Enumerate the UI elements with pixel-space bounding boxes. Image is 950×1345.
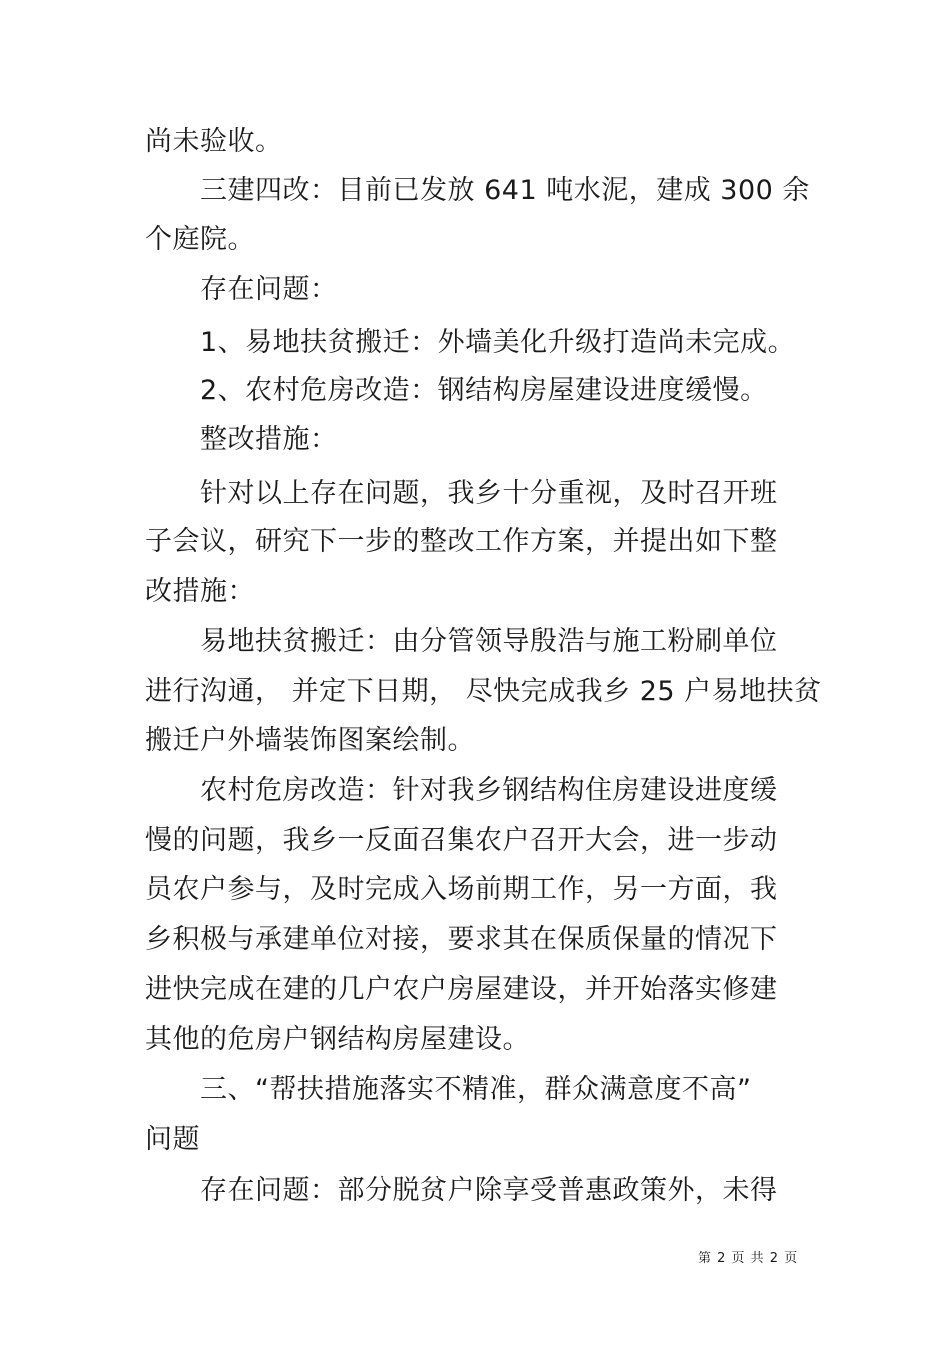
text-line-9: 子会议，研究下一步的整改工作方案，并提出如下整 (145, 526, 778, 557)
text-line-4: 存在问题： (200, 274, 338, 305)
page-number-footer: 第 2 页 共 2 页 (698, 1251, 799, 1266)
text-line-5: 1、易地扶贫搬迁：外墙美化升级打造尚未完成。 (200, 327, 796, 358)
text-line-1: 尚未验收。 (145, 126, 283, 157)
text-line-12: 进行沟通， 并定下日期， 尽快完成我乡 25 户易地扶贫 (145, 676, 822, 707)
text-line-21: 问题 (145, 1124, 200, 1155)
text-line-20: 三、“帮扶措施落实不精准，群众满意度不高” (200, 1074, 752, 1105)
text-line-18: 进快完成在建的几户农户房屋建设，并开始落实修建 (145, 974, 778, 1005)
text-line-14: 农村危房改造：针对我乡钢结构住房建设进度缓 (200, 775, 778, 806)
text-line-19: 其他的危房户钢结构房屋建设。 (145, 1024, 530, 1055)
text-line-16: 员农户参与，及时完成入场前期工作，另一方面，我 (145, 874, 778, 905)
text-line-22: 存在问题：部分脱贫户除享受普惠政策外，未得 (200, 1175, 778, 1206)
text-line-7: 整改措施： (200, 424, 338, 455)
text-line-3: 个庭院。 (145, 224, 255, 255)
text-line-11: 易地扶贫搬迁：由分管领导殷浩与施工粉刷单位 (200, 626, 778, 657)
text-line-2: 三建四改：目前已发放 641 吨水泥，建成 300 余 (200, 175, 810, 206)
text-line-13: 搬迁户外墙装饰图案绘制。 (145, 725, 475, 756)
text-line-10: 改措施： (145, 576, 255, 607)
text-line-17: 乡积极与承建单位对接，要求其在保质保量的情况下 (145, 924, 778, 955)
text-line-6: 2、农村危房改造：钢结构房屋建设进度缓慢。 (200, 375, 768, 406)
text-line-8: 针对以上存在问题，我乡十分重视，及时召开班 (200, 478, 778, 509)
text-line-15: 慢的问题，我乡一反面召集农户召开大会，进一步动 (145, 825, 778, 856)
